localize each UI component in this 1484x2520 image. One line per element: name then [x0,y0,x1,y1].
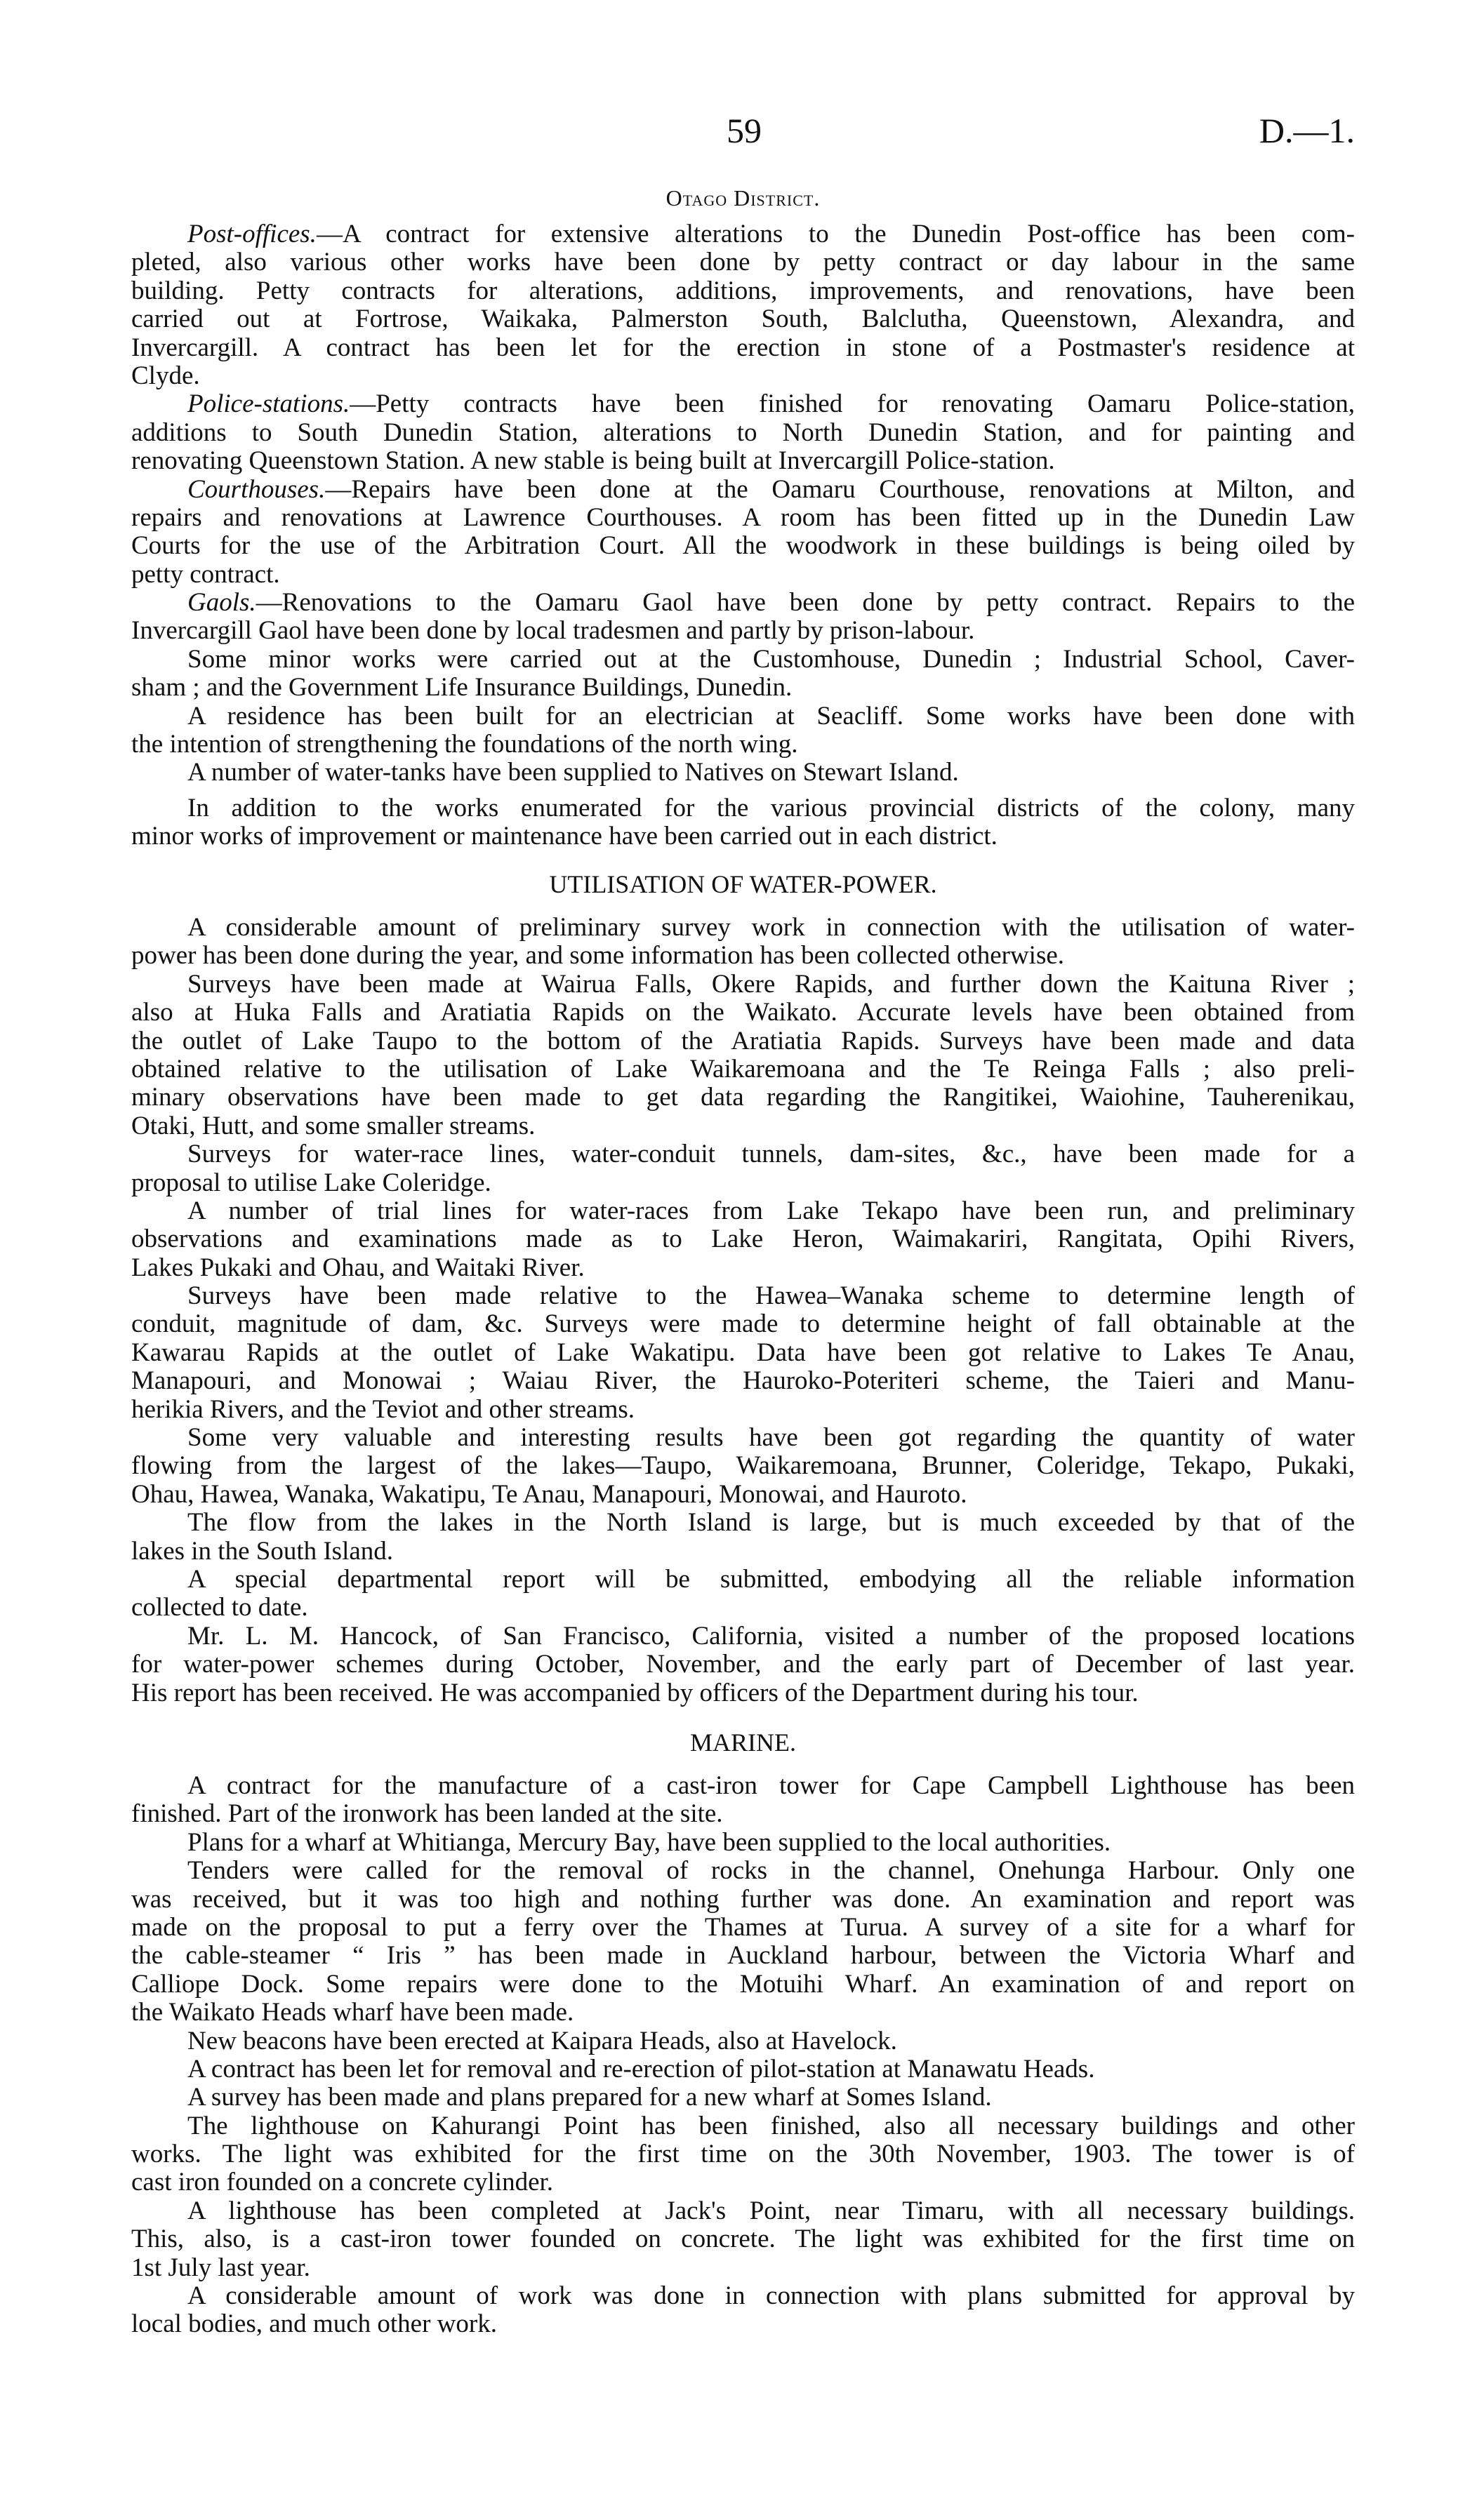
text-line: A considerable amount of work was done in connection with plans submitted for approval by [187,2281,1355,2311]
text-line: building. Petty contracts for alterations, additions, improvements, and renovations, have been [131,276,1355,305]
text-line: Mr. L. M. Hancock, of San Francisco, California, visited a number of the proposed locations [187,1621,1355,1651]
text-line: Kawarau Rapids at the outlet of Lake Wakatipu. Data have been got relative to Lakes Te Anau, [131,1338,1355,1367]
text-line: obtained relative to the utilisation of Lake Waikaremoana and the Te Reinga Falls ; also preli- [131,1054,1355,1084]
paragraph [131,759,1355,787]
text-line: pleted, also various other works have been done by petty contract or day labour in the same [131,248,1355,277]
text-line [131,390,1355,418]
paragraph [131,2197,1355,2282]
paragraph [131,589,1355,646]
text-line: the cable-steamer “ Iris ” has been made in Auckland harbour, between the Victoria Wharf and [131,1941,1355,1971]
text-line: A residence has been built for an electrician at Seacliff. Some works have been done with [187,701,1355,731]
text-line: In addition to the works enumerated for the various provincial districts of the colony, many [187,794,1355,822]
text-line: Ohau, Hawea, Wanaka, Wakatipu, Te Anau, Manapouri, Monowai, and Hauroto. [131,1479,967,1509]
text-line: Invercargill Gaol have been done by local tradesmen and partly by prison-labour. [131,616,975,646]
paragraph-lead-heading: Courthouses. [187,474,326,504]
text-line: A survey has been made and plans prepared for a new wharf at Somes Island. [187,2083,992,2112]
text-line: Tenders were called for the removal of rocks in the channel, Onehunga Harbour. Only one [187,1856,1355,1886]
text-line: power has been done during the year, and some information has been collected otherwise. [131,941,1065,971]
text-line: also at Huka Falls and Aratiatia Rapids on the Waikato. Accurate levels have been obtained from [131,998,1355,1027]
text-line: Some minor works were carried out at the Customhouse, Dunedin ; Industrial School, Caver- [187,644,1355,674]
paragraph [131,794,1355,851]
text-line: made on the proposal to put a ferry over the Thames at Turua. A survey of a site for a wharf for [131,1912,1355,1942]
line-text: —Repairs have been done at the Oamaru Courthouse, renovations at Milton, and [325,474,1355,504]
text-line: was received, but it was too high and nothing further was done. An examination and report was [131,1884,1355,1914]
line-text: —Renovations to the Oamaru Gaol have been done by petty contract. Repairs to the [256,588,1355,618]
text-line: sham ; and the Government Life Insurance Buildings, Dunedin. [131,673,793,702]
text-line: This, also, is a cast-iron tower founded on concrete. The light was exhibited for the first time on [131,2225,1355,2254]
text-line: collected to date. [131,1593,308,1622]
text-line: additions to South Dunedin Station, alterations to North Dunedin Station, and for painting and [131,418,1355,447]
section-heading-water-power: UTILISATION OF WATER-POWER. [549,870,937,898]
paragraph [131,2282,1355,2339]
line-text: —A contract for extensive alterations to the Dunedin Post-office has been com- [316,220,1355,248]
text-line: Clyde. [131,361,200,390]
text-line: petty contract. [131,559,280,589]
text-line: minor works of improvement or maintenance have been carried out in each district. [131,822,998,851]
text-line: A considerable amount of preliminary survey work in connection with the utilisation of water- [187,913,1355,942]
text-line: Manapouri, and Monowai ; Waiau River, the Hauroko-Poteriteri scheme, the Taieri and Manu- [131,1366,1355,1396]
paragraph [131,971,1355,1140]
text-line: Some very valuable and interesting results have been got regarding the quantity of water [187,1423,1355,1453]
text-line: the Waikato Heads wharf have been made. [131,1998,574,2027]
text-line: A number of water-tanks have been supplied to Natives on Stewart Island. [187,758,959,787]
otago-section-body [131,220,1355,787]
text-line: Calliope Dock. Some repairs were done to the Motuihi Wharf. An examination of and report on [131,1969,1355,1999]
paragraph [131,914,1355,971]
text-line: The lighthouse on Kahurangi Point has been finished, also all necessary buildings and other [187,2111,1355,2140]
text-line: renovating Queenstown Station. A new stable is being built at Invercargill Police-station. [131,446,1055,476]
paragraph [131,1424,1355,1509]
text-line: herikia Rivers, and the Teviot and other streams. [131,1394,635,1424]
paragraph-lead-heading: Post-offices. [187,220,317,248]
text-line: Plans for a wharf at Whitianga, Mercury Bay, have been supplied to the local authorities. [187,1827,1111,1857]
text-line: minary observations have been made to get data regarding the Rangitikei, Waiohine, Tauherenikau, [131,1083,1355,1112]
text-line: conduit, magnitude of dam, &c. Surveys were made to determine height of fall obtainable at the [131,1309,1355,1339]
paragraph [131,390,1355,475]
text-line: 1st July last year. [131,2253,310,2282]
text-line: A contract has been let for removal and re-erection of pilot-station at Manawatu Heads. [187,2054,1095,2084]
text-line: carried out at Fortrose, Waikaka, Palmerston South, Balclutha, Queenstown, Alexandra, and [131,305,1355,334]
text-line: the outlet of Lake Taupo to the bottom of the Aratiatia Rapids. Surveys have been made and data [131,1026,1355,1055]
text-line: The flow from the lakes in the North Island is large, but is much exceeded by that of the [187,1508,1355,1538]
paragraph [131,1857,1355,2027]
paragraph [131,2112,1355,2197]
paragraph-lead-heading: Gaols. [187,588,256,618]
paragraph-lead-heading: Police-stations. [187,389,350,419]
text-line [131,476,1355,504]
summary-paragraph [131,794,1355,851]
text-line: flowing from the largest of the lakes—Taupo, Waikaremoana, Brunner, Coleridge, Tekapo, Pukaki, [131,1451,1355,1481]
paragraph [131,1772,1355,1829]
text-line: Otaki, Hutt, and some smaller streams. [131,1111,536,1140]
paragraph [131,646,1355,702]
text-line: Surveys have been made at Wairua Falls, Okere Rapids, and further down the Kaituna River ; [187,969,1355,999]
text-line [131,589,1355,617]
paragraph [131,476,1355,589]
text-line: New beacons have been erected at Kaipara Heads, also at Havelock. [187,2026,897,2055]
text-line: works. The light was exhibited for the first time on the 30th November, 1903. The tower is of [131,2140,1355,2169]
text-line: repairs and renovations at Lawrence Courthouses. A room has been fitted up in the Dunedin Law [131,502,1355,532]
text-line: A special departmental report will be submitted, embodying all the reliable information [187,1564,1355,1594]
paragraph [131,220,1355,390]
text-line: A contract for the manufacture of a cast-iron tower for Cape Campbell Lighthouse has been [187,1771,1355,1800]
text-line: observations and examinations made as to Lake Heron, Waimakariri, Rangitata, Opihi Rivers, [131,1225,1355,1254]
text-line: A number of trial lines for water-races from Lake Tekapo have been run, and preliminary [187,1196,1355,1225]
paragraph [131,1197,1355,1282]
text-line: Courts for the use of the Arbitration Court. All the woodwork in these buildings is being oiled by [131,531,1355,561]
line-text: —Petty contracts have been finished for renovating Oamaru Police-station, [350,389,1355,419]
text-line [131,220,1355,248]
paragraph [131,1282,1355,1424]
paragraph [131,1829,1355,1857]
text-line: Surveys for water-race lines, water-conduit tunnels, dam-sites, &c., have been made for a [187,1140,1355,1169]
text-line: finished. Part of the ironwork has been landed at the site. [131,1799,723,1829]
text-line: His report has been received. He was accompanied by officers of the Department during his tour. [131,1678,1139,1707]
paragraph [131,1566,1355,1622]
paragraph [131,2055,1355,2084]
text-line: lakes in the South Island. [131,1536,394,1566]
text-line: proposal to utilise Lake Coleridge. [131,1168,491,1197]
text-line: Invercargill. A contract has been let for the erection in stone of a Postmaster's residence at [131,333,1355,362]
page-number: 59 [727,111,762,150]
paragraph [131,2084,1355,2112]
paragraph [131,702,1355,759]
text-line: Surveys have been made relative to the Hawea–Wanaka scheme to determine length of [187,1281,1355,1311]
text-line: local bodies, and much other work. [131,2309,497,2339]
marine-section-body [131,1772,1355,2339]
text-line: cast iron founded on a concrete cylinder. [131,2168,554,2197]
water-power-section-body [131,914,1355,1707]
paragraph [131,2027,1355,2055]
section-heading-otago: Otago District. [665,185,821,211]
document-reference: D.—1. [1259,111,1355,150]
text-line: for water-power schemes during October, November, and the early part of December of last year. [131,1650,1355,1679]
section-heading-marine: MARINE. [690,1728,796,1756]
paragraph [131,1622,1355,1707]
paragraph [131,1140,1355,1197]
paragraph [131,1509,1355,1566]
text-line: the intention of strengthening the foundations of the north wing. [131,730,798,759]
text-line: Lakes Pukaki and Ohau, and Waitaki River. [131,1253,585,1282]
text-line: A lighthouse has been completed at Jack's Point, near Timaru, with all necessary buildings. [187,2196,1355,2225]
